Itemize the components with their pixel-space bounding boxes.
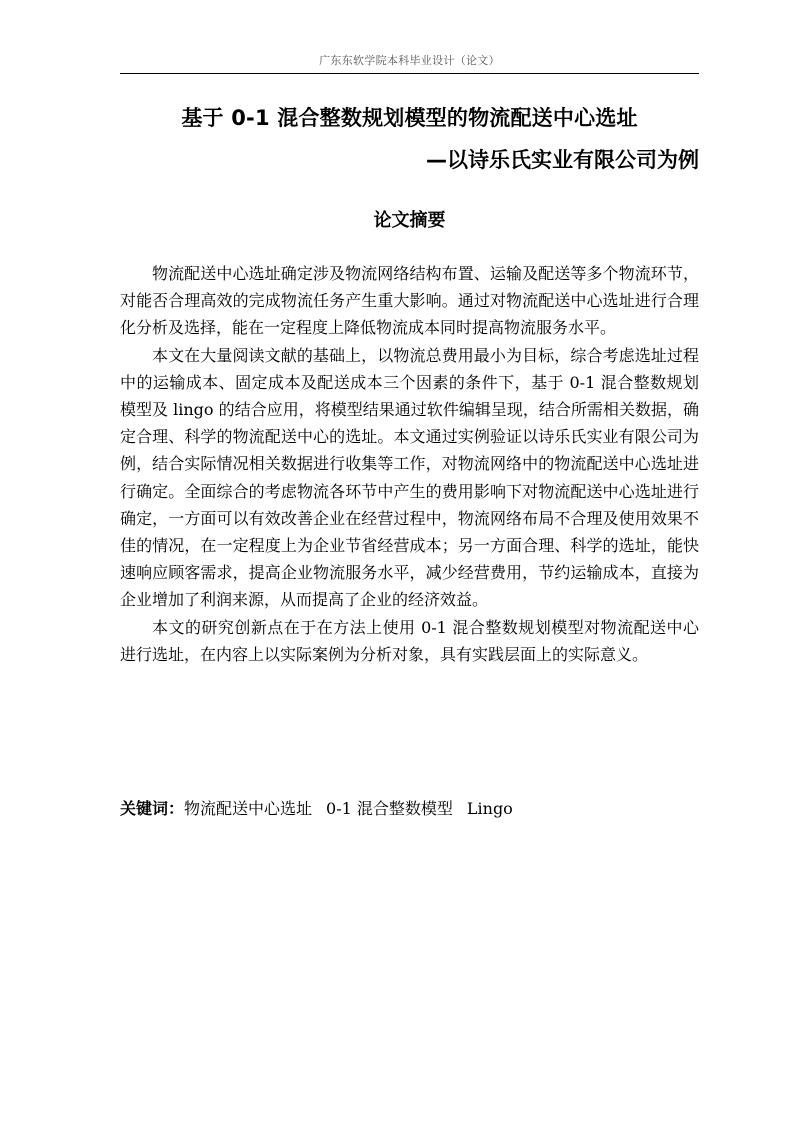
abstract-paragraph-1: 物流配送中心选址确定涉及物流网络结构布置、运输及配送等多个物流环节，对能否合理高效的完成物流任务产生重大影响。通过对物流配送中心选址进行合理化分析及选择，能在一定程度上降低物流成本同时提高物流服务水平。 bbox=[120, 264, 699, 338]
keyword-item: 物流配送中心选址 bbox=[184, 799, 313, 818]
abstract-paragraph-2: 本文在大量阅读文献的基础上，以物流总费用最小为目标，综合考虑选址过程中的运输成本、固定成本及配送成本三个因素的条件下，基于 0-1 混合整数规划模型及 lingo 的结合应用，将模型结果通过软件编辑呈现，结合所需相关数据，确定合理、科学的物流配送中心的选址。本文通过实例验证以诗乐氏实业有限公司为例，结合实际情况相关数据进行收集等工作，对物流网络中的物流配送中心选址进行确定。全面综合的考虑物流各环节中产生的费用影响下对物流配送中心选址进行确定，一方面可以有效改善企业在经营过程中，物流网络布局不合理及使用效果不佳的情况，在一定程度上为企业节省经营成本；另一方面合理、科学的选址，能快速响应顾客需求，提高企业物流服务水平，减少经营费用，节约运输成本，直接为企业增加了利润来源，从而提高了企业的经济效益。 bbox=[120, 345, 699, 610]
thesis-title: 基于 0-1 混合整数规划模型的物流配送中心选址 bbox=[181, 106, 638, 130]
keyword-item: Lingo bbox=[466, 799, 513, 818]
keywords-line bbox=[120, 795, 699, 822]
page-header: 广东东软学院本科毕业设计（论文） bbox=[319, 54, 500, 67]
thesis-subtitle: —以诗乐氏实业有限公司为例 bbox=[426, 148, 699, 172]
abstract-heading: 论文摘要 bbox=[373, 210, 446, 231]
keywords-label: 关键词： bbox=[120, 799, 185, 818]
abstract-body bbox=[120, 260, 699, 668]
keyword-item: 0-1 混合整数模型 bbox=[326, 799, 453, 818]
abstract-paragraph-3: 本文的研究创新点在于在方法上使用 0-1 混合整数规划模型对物流配送中心进行选址，在内容上以实际案例为分析对象，具有实践层面上的实际意义。 bbox=[120, 617, 699, 664]
header-rule bbox=[120, 73, 699, 74]
